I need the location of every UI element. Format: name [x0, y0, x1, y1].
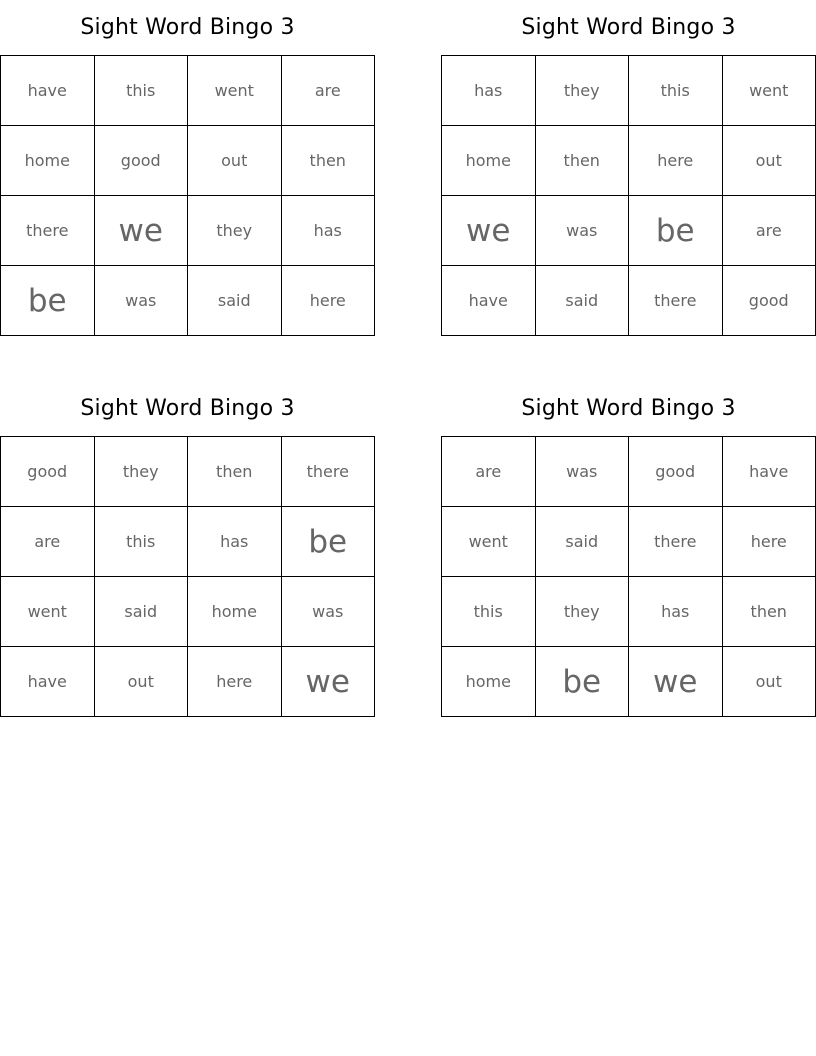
bingo-cell: we	[95, 196, 189, 266]
bingo-cell: they	[188, 196, 282, 266]
card-title: Sight Word Bingo 3	[80, 15, 295, 40]
bingo-cell: here	[282, 266, 376, 336]
bingo-cell: we	[282, 647, 376, 717]
bingo-cell: there	[629, 507, 723, 577]
bingo-cell: has	[629, 577, 723, 647]
bingo-cell: then	[536, 126, 630, 196]
bingo-cell: said	[536, 266, 630, 336]
bingo-cell: here	[629, 126, 723, 196]
bingo-cell: this	[442, 577, 536, 647]
bingo-cell: was	[95, 266, 189, 336]
bingo-card-4	[441, 381, 816, 717]
bingo-cell: be	[282, 507, 376, 577]
bingo-cell: out	[723, 126, 816, 196]
bingo-cell: has	[188, 507, 282, 577]
bingo-cell: has	[442, 56, 536, 126]
card-title: Sight Word Bingo 3	[80, 396, 295, 421]
bingo-cell: went	[188, 56, 282, 126]
bingo-cell: home	[1, 126, 95, 196]
bingo-cell: home	[442, 647, 536, 717]
bingo-cell: then	[723, 577, 816, 647]
bingo-cell: are	[1, 507, 95, 577]
bingo-card-3	[0, 381, 375, 717]
bingo-cell: good	[1, 437, 95, 507]
bingo-cell: was	[536, 437, 630, 507]
bingo-cell: said	[188, 266, 282, 336]
bingo-cell: went	[442, 507, 536, 577]
bingo-cell: be	[1, 266, 95, 336]
bingo-cell: was	[536, 196, 630, 266]
bingo-cell: have	[723, 437, 816, 507]
bingo-cell: they	[95, 437, 189, 507]
bingo-grid	[0, 436, 375, 717]
bingo-cell: home	[442, 126, 536, 196]
bingo-cell: went	[1, 577, 95, 647]
bingo-cell: went	[723, 56, 816, 126]
bingo-cell: we	[442, 196, 536, 266]
bingo-card-1	[0, 0, 375, 336]
bingo-cell: out	[723, 647, 816, 717]
bingo-cell: out	[188, 126, 282, 196]
bingo-cell: they	[536, 56, 630, 126]
bingo-grid	[0, 55, 375, 336]
bingo-cell: we	[629, 647, 723, 717]
bingo-cell: be	[536, 647, 630, 717]
card-title: Sight Word Bingo 3	[521, 15, 736, 40]
bingo-cell: good	[629, 437, 723, 507]
bingo-cell: out	[95, 647, 189, 717]
bingo-card-2	[441, 0, 816, 336]
bingo-cell: there	[629, 266, 723, 336]
bingo-cell: there	[1, 196, 95, 266]
bingo-cell: here	[723, 507, 816, 577]
bingo-cell: they	[536, 577, 630, 647]
bingo-cell: said	[95, 577, 189, 647]
bingo-cell: good	[723, 266, 816, 336]
bingo-cell: this	[95, 507, 189, 577]
bingo-cell: was	[282, 577, 376, 647]
bingo-cell: good	[95, 126, 189, 196]
bingo-cell: have	[442, 266, 536, 336]
bingo-grid	[441, 55, 816, 336]
card-title: Sight Word Bingo 3	[521, 396, 736, 421]
bingo-cell: here	[188, 647, 282, 717]
bingo-cell: be	[629, 196, 723, 266]
bingo-cell: home	[188, 577, 282, 647]
bingo-cell: have	[1, 56, 95, 126]
bingo-cell: are	[442, 437, 536, 507]
bingo-cell: are	[723, 196, 816, 266]
bingo-cell: this	[95, 56, 189, 126]
bingo-cell: are	[282, 56, 376, 126]
bingo-cell: said	[536, 507, 630, 577]
bingo-cell: then	[188, 437, 282, 507]
bingo-cell: have	[1, 647, 95, 717]
bingo-cell: there	[282, 437, 376, 507]
bingo-cell: has	[282, 196, 376, 266]
bingo-grid	[441, 436, 816, 717]
bingo-cell: this	[629, 56, 723, 126]
bingo-cell: then	[282, 126, 376, 196]
